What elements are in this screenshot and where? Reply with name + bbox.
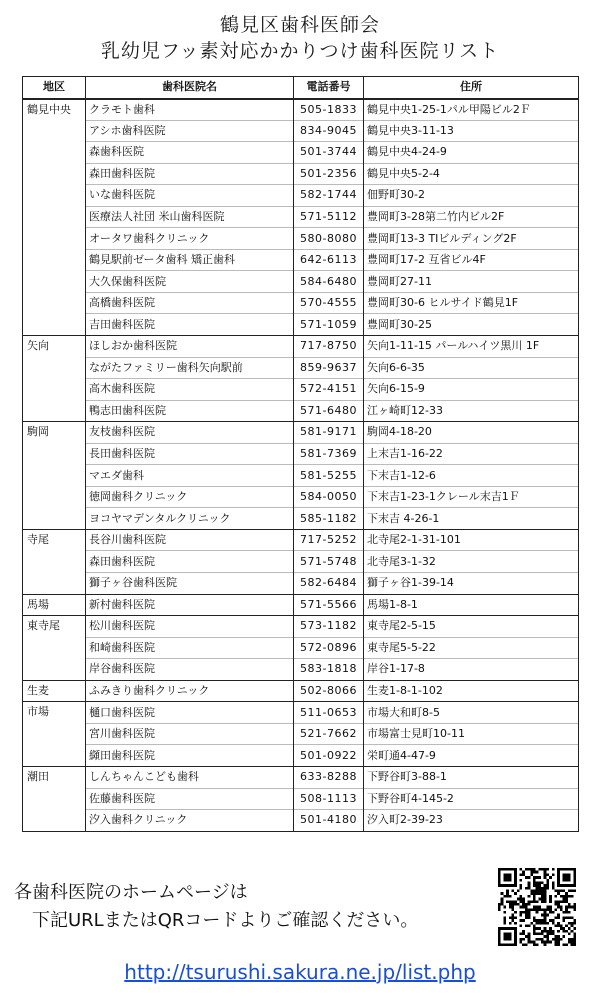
phone-cell: 571-1059 xyxy=(294,314,364,336)
clinic-name-cell: 獅子ヶ谷歯科医院 xyxy=(86,573,294,595)
address-cell: 鶴見中央5-2-4 xyxy=(364,163,579,185)
clinic-name-cell: 新村歯科医院 xyxy=(86,594,294,616)
clinic-name-cell: マエダ歯科 xyxy=(86,465,294,487)
phone-cell: 584-6480 xyxy=(294,271,364,293)
address-cell: 豊岡町30-6 ヒルサイド鶴見1F xyxy=(364,292,579,314)
column-header-address: 住所 xyxy=(364,77,579,99)
phone-cell: 582-6484 xyxy=(294,573,364,595)
column-header-clinic: 歯科医院名 xyxy=(86,77,294,99)
table-row xyxy=(23,292,579,314)
footer-note-line1: 各歯科医院のホームページは xyxy=(14,882,248,903)
address-cell: 栄町通4-47-9 xyxy=(364,745,579,767)
clinic-table-wrapper xyxy=(22,76,578,832)
clinic-name-cell: 松川歯科医院 xyxy=(86,616,294,638)
phone-cell: 717-8750 xyxy=(294,336,364,358)
area-cell: 矢向 xyxy=(23,336,86,422)
address-cell: 鶴見中央3-11-13 xyxy=(364,120,579,142)
phone-cell: 501-3744 xyxy=(294,142,364,164)
address-cell: 下野谷町3-88-1 xyxy=(364,766,579,788)
phone-cell: 572-4151 xyxy=(294,379,364,401)
clinic-name-cell: 吉田歯科医院 xyxy=(86,314,294,336)
table-row xyxy=(23,637,579,659)
phone-cell: 571-6480 xyxy=(294,400,364,422)
phone-cell: 581-7369 xyxy=(294,443,364,465)
area-cell: 東寺尾 xyxy=(23,616,86,681)
table-row xyxy=(23,465,579,487)
table-row xyxy=(23,766,579,788)
clinic-name-cell: 医療法人社団 米山歯科医院 xyxy=(86,206,294,228)
area-cell: 生麦 xyxy=(23,680,86,702)
phone-cell: 501-0922 xyxy=(294,745,364,767)
phone-cell: 508-1113 xyxy=(294,788,364,810)
phone-cell: 642-6113 xyxy=(294,249,364,271)
clinic-name-cell: オータワ歯科クリニック xyxy=(86,228,294,250)
address-cell: 北寺尾2-1-31-101 xyxy=(364,529,579,551)
area-cell: 潮田 xyxy=(23,766,86,831)
clinic-name-cell: いな歯科医院 xyxy=(86,185,294,207)
table-row xyxy=(23,185,579,207)
address-cell: 江ヶ崎町12-33 xyxy=(364,400,579,422)
clinic-name-cell: 宮川歯科医院 xyxy=(86,723,294,745)
address-cell: 生麦1-8-1-102 xyxy=(364,680,579,702)
table-row xyxy=(23,443,579,465)
phone-cell: 501-2356 xyxy=(294,163,364,185)
area-cell: 駒岡 xyxy=(23,422,86,530)
address-cell: 上末吉1-16-22 xyxy=(364,443,579,465)
table-row xyxy=(23,336,579,358)
address-cell: 矢向1-11-15 パールハイツ黒川 1F xyxy=(364,336,579,358)
address-cell: 豊岡町30-25 xyxy=(364,314,579,336)
phone-cell: 573-1182 xyxy=(294,616,364,638)
phone-cell: 571-5748 xyxy=(294,551,364,573)
clinic-name-cell: ふみきり歯科クリニック xyxy=(86,680,294,702)
table-row xyxy=(23,357,579,379)
table-row xyxy=(23,314,579,336)
clinic-name-cell: 鴨志田歯科医院 xyxy=(86,400,294,422)
table-row xyxy=(23,249,579,271)
address-cell: 鶴見中央4-24-9 xyxy=(364,142,579,164)
clinic-name-cell: 樋口歯科医院 xyxy=(86,702,294,724)
qr-code-icon[interactable] xyxy=(498,868,576,946)
table-row xyxy=(23,723,579,745)
phone-cell: 521-7662 xyxy=(294,723,364,745)
address-cell: 駒岡4-18-20 xyxy=(364,422,579,444)
address-cell: 豊岡町3-28第二竹内ビル2F xyxy=(364,206,579,228)
clinic-name-cell: 汐入歯科クリニック xyxy=(86,810,294,832)
clinic-name-cell: しんちゃんこども歯科 xyxy=(86,766,294,788)
address-cell: 岸谷1-17-8 xyxy=(364,659,579,681)
page-title-line1: 鶴見区歯科医師会 xyxy=(219,14,380,36)
table-row xyxy=(23,659,579,681)
address-cell: 獅子ヶ谷1-39-14 xyxy=(364,573,579,595)
phone-cell: 582-1744 xyxy=(294,185,364,207)
phone-cell: 511-0653 xyxy=(294,702,364,724)
clinic-name-cell: 友枝歯科医院 xyxy=(86,422,294,444)
table-row xyxy=(23,422,579,444)
address-cell: 下末吉 4-26-1 xyxy=(364,508,579,530)
address-cell: 市場富士見町10-11 xyxy=(364,723,579,745)
clinic-name-cell: 大久保歯科医院 xyxy=(86,271,294,293)
table-row xyxy=(23,788,579,810)
phone-cell: 571-5566 xyxy=(294,594,364,616)
phone-cell: 581-9171 xyxy=(294,422,364,444)
clinic-name-cell: アシホ歯科医院 xyxy=(86,120,294,142)
address-cell: 下野谷町4-145-2 xyxy=(364,788,579,810)
clinic-name-cell: 高木歯科医院 xyxy=(86,379,294,401)
table-row xyxy=(23,594,579,616)
list-url-link[interactable]: http://tsurushi.sakura.ne.jp/list.php xyxy=(124,960,476,984)
address-cell: 東寺尾5-5-22 xyxy=(364,637,579,659)
table-row xyxy=(23,616,579,638)
table-row xyxy=(23,745,579,767)
address-cell: 北寺尾3-1-32 xyxy=(364,551,579,573)
table-row xyxy=(23,206,579,228)
address-cell: 汐入町2-39-23 xyxy=(364,810,579,832)
clinic-name-cell: 徳岡歯科クリニック xyxy=(86,486,294,508)
footer-note-line2: 下記URLまたはQRコードよりご確認ください。 xyxy=(32,910,419,931)
phone-cell: 502-8066 xyxy=(294,680,364,702)
page-title-line2: 乳幼児フッ素対応かかりつけ歯科医院リスト xyxy=(100,40,500,62)
table-row xyxy=(23,271,579,293)
table-row xyxy=(23,228,579,250)
clinic-name-cell: 纐田歯科医院 xyxy=(86,745,294,767)
clinic-name-cell: 高橋歯科医院 xyxy=(86,292,294,314)
clinic-name-cell: ヨコヤマデンタルクリニック xyxy=(86,508,294,530)
table-row xyxy=(23,702,579,724)
phone-cell: 505-1833 xyxy=(294,99,364,121)
phone-cell: 580-8080 xyxy=(294,228,364,250)
table-row xyxy=(23,400,579,422)
clinic-name-cell: 森田歯科医院 xyxy=(86,551,294,573)
area-cell: 馬場 xyxy=(23,594,86,616)
phone-cell: 583-1818 xyxy=(294,659,364,681)
address-cell: 鶴見中央1-25-1パル甲陽ビル2Ｆ xyxy=(364,99,579,121)
clinic-name-cell: 鶴見駅前ゼータ歯科 矯正歯科 xyxy=(86,249,294,271)
address-cell: 馬場1-8-1 xyxy=(364,594,579,616)
area-cell: 鶴見中央 xyxy=(23,99,86,336)
address-cell: 東寺尾2-5-15 xyxy=(364,616,579,638)
table-row xyxy=(23,163,579,185)
clinic-name-cell: 森田歯科医院 xyxy=(86,163,294,185)
clinic-table xyxy=(22,76,579,832)
address-cell: 下末吉1-23-1クレール末吉1Ｆ xyxy=(364,486,579,508)
table-row xyxy=(23,529,579,551)
phone-cell: 834-9045 xyxy=(294,120,364,142)
table-row xyxy=(23,551,579,573)
table-row xyxy=(23,379,579,401)
table-row xyxy=(23,508,579,530)
address-cell: 豊岡町13-3 TIビルディング2F xyxy=(364,228,579,250)
clinic-name-cell: 長谷川歯科医院 xyxy=(86,529,294,551)
phone-cell: 581-5255 xyxy=(294,465,364,487)
area-cell: 市場 xyxy=(23,702,86,767)
clinic-name-cell: 佐藤歯科医院 xyxy=(86,788,294,810)
table-row xyxy=(23,142,579,164)
clinic-name-cell: 岸谷歯科医院 xyxy=(86,659,294,681)
address-cell: 佃野町30-2 xyxy=(364,185,579,207)
address-cell: 市場大和町8-5 xyxy=(364,702,579,724)
table-row xyxy=(23,486,579,508)
clinic-name-cell: 長田歯科医院 xyxy=(86,443,294,465)
address-cell: 矢向6-15-9 xyxy=(364,379,579,401)
phone-cell: 859-9637 xyxy=(294,357,364,379)
phone-cell: 717-5252 xyxy=(294,529,364,551)
phone-cell: 570-4555 xyxy=(294,292,364,314)
column-header-phone: 電話番号 xyxy=(294,77,364,99)
clinic-name-cell: ながたファミリー歯科矢向駅前 xyxy=(86,357,294,379)
phone-cell: 501-4180 xyxy=(294,810,364,832)
table-row xyxy=(23,99,579,121)
address-cell: 豊岡町17-2 互省ビル4F xyxy=(364,249,579,271)
address-cell: 下末吉1-12-6 xyxy=(364,465,579,487)
phone-cell: 572-0896 xyxy=(294,637,364,659)
phone-cell: 584-0050 xyxy=(294,486,364,508)
phone-cell: 585-1182 xyxy=(294,508,364,530)
clinic-name-cell: 和崎歯科医院 xyxy=(86,637,294,659)
table-row xyxy=(23,120,579,142)
clinic-table-body xyxy=(23,99,579,832)
phone-cell: 633-8288 xyxy=(294,766,364,788)
column-header-area: 地区 xyxy=(23,77,86,99)
phone-cell: 571-5112 xyxy=(294,206,364,228)
address-cell: 矢向6-6-35 xyxy=(364,357,579,379)
table-row xyxy=(23,810,579,832)
clinic-name-cell: クラモト歯科 xyxy=(86,99,294,121)
area-cell: 寺尾 xyxy=(23,529,86,594)
table-row xyxy=(23,680,579,702)
table-header-row xyxy=(23,77,579,99)
address-cell: 豊岡町27-11 xyxy=(364,271,579,293)
table-row xyxy=(23,573,579,595)
clinic-name-cell: 森歯科医院 xyxy=(86,142,294,164)
clinic-name-cell: ほしおか歯科医院 xyxy=(86,336,294,358)
